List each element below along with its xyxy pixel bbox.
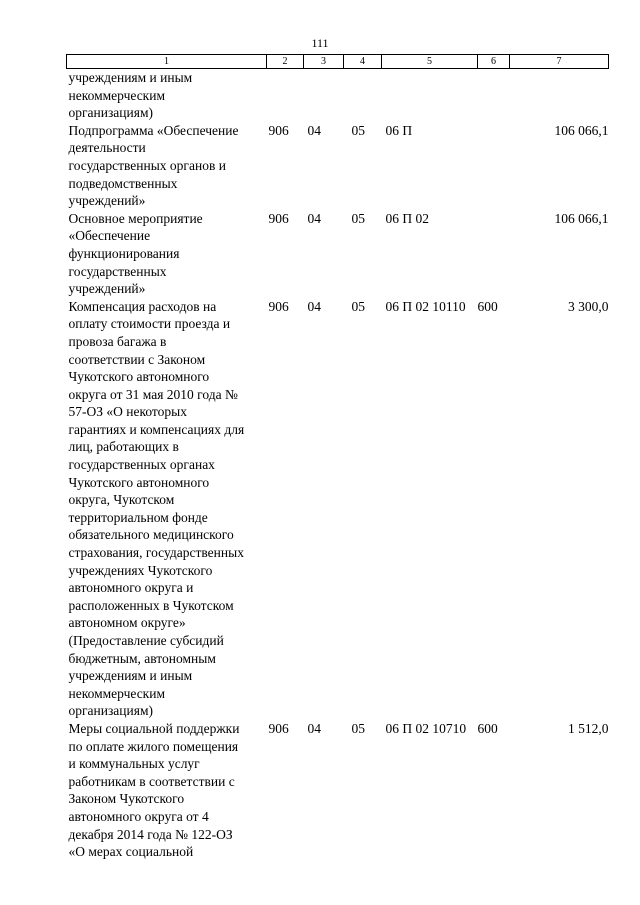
row-name-line: некоммерческим (68, 87, 166, 103)
row-name-line: оплату стоимости проезда и (68, 316, 231, 332)
row-grbs: 906 (268, 122, 289, 138)
row-name-line: Чукотского автономного (68, 369, 210, 385)
row-amount: 1 512,0 (568, 720, 609, 736)
row-name (67, 210, 267, 298)
row-name-line: работникам в соответствии с (68, 773, 235, 789)
row-section: 04 (307, 720, 321, 736)
row-name-line: некоммерческим (68, 685, 166, 701)
row-target-item (382, 69, 478, 122)
row-target-item: 06 П 02 10110 (385, 298, 466, 314)
table-header (67, 55, 609, 69)
column-header-4: 4 (344, 55, 382, 69)
row-name-line: расположенных в Чукотском (68, 597, 234, 613)
row-name-line: 57-ОЗ «О некоторых (68, 404, 187, 420)
row-name-line: учреждений» (68, 281, 146, 297)
row-name-line: и коммунальных услуг (68, 756, 200, 772)
row-name-line: государственных (68, 263, 167, 279)
row-name-line: Законом Чукотского (68, 791, 185, 807)
row-section (304, 69, 344, 122)
row-subsection: 05 (351, 210, 365, 226)
row-name-line: учреждениям и иным (68, 668, 193, 684)
row-name-line: (Предоставление субсидий (68, 633, 224, 648)
row-name-line: автономного округа и (68, 580, 194, 596)
row-name-line: организациям) (68, 703, 154, 719)
row-expense-type: 600 (477, 720, 498, 736)
row-name-line: учреждениях Чукотского (68, 562, 213, 578)
row-subsection: 05 (351, 298, 365, 314)
table-row (67, 298, 609, 720)
row-name (67, 298, 267, 720)
row-expense-type (478, 210, 510, 298)
row-name-line: обязательного медицинского (68, 527, 234, 543)
row-subsection: 05 (351, 122, 365, 138)
row-name-line: «Обеспечение (68, 228, 151, 244)
row-grbs: 906 (268, 298, 289, 314)
column-header-6: 6 (478, 55, 510, 69)
header-row (67, 55, 609, 69)
row-name-line: организациям) (68, 105, 154, 121)
row-section: 04 (307, 210, 321, 226)
row-name-line: Меры социальной поддержки (68, 720, 240, 736)
row-name-line: Основное мероприятие (68, 210, 203, 226)
row-name (67, 122, 267, 210)
row-name-line: учреждений» (68, 193, 146, 209)
row-amount: 106 066,1 (554, 122, 609, 138)
row-name-line: Чукотского автономного (68, 474, 210, 490)
row-name (67, 69, 267, 122)
row-name-line: гарантиях и компенсациях для (68, 421, 245, 437)
row-expense-type: 600 (477, 298, 498, 314)
row-name-line: декабря 2014 года № 122-ОЗ (68, 826, 233, 842)
table-body (67, 69, 609, 861)
column-header-2: 2 (267, 55, 304, 69)
page-number: 111 (311, 36, 329, 50)
row-name-line: автономном округе» (68, 615, 186, 631)
row-amount (510, 69, 609, 122)
budget-table (66, 54, 609, 861)
row-name-line: Подпрограмма «Обеспечение (68, 122, 239, 138)
row-grbs: 906 (268, 720, 289, 736)
row-name-line: округа от 31 мая 2010 года № (68, 386, 238, 402)
row-target-item: 06 П 02 (385, 210, 429, 226)
row-grbs: 906 (268, 210, 289, 226)
table-row (67, 210, 609, 298)
row-name-line: государственных органов и (68, 157, 226, 173)
row-grbs (267, 69, 304, 122)
table-row (67, 720, 609, 861)
row-expense-type (478, 122, 510, 210)
row-subsection: 05 (351, 720, 365, 736)
row-name-line: провоза багажа в (68, 333, 167, 349)
row-name-line: бюджетным, автономным (68, 650, 216, 666)
row-name-line: «О мерах социальной (68, 844, 194, 860)
row-name-line: страхования, государственных (68, 545, 244, 561)
row-name (67, 720, 267, 861)
row-name-line: функционирования (68, 245, 180, 261)
row-target-item: 06 П 02 10710 (385, 720, 467, 736)
table-row (67, 122, 609, 210)
row-name-line: территориальном фонде (68, 509, 208, 525)
row-name-line: по оплате жилого помещения (68, 738, 239, 754)
column-header-3: 3 (304, 55, 344, 69)
column-header-5: 5 (382, 55, 478, 69)
row-name-line: подведомственных (68, 175, 178, 191)
row-name-line: учреждениям и иным (68, 70, 193, 85)
row-amount: 106 066,1 (554, 210, 609, 226)
row-section: 04 (307, 298, 321, 314)
row-amount: 3 300,0 (568, 298, 609, 314)
row-name-line: государственных органах (68, 457, 215, 473)
row-name-line: Компенсация расходов на (68, 298, 217, 314)
row-section: 04 (307, 122, 321, 138)
column-header-7: 7 (510, 55, 609, 69)
row-name-line: округа, Чукотском (68, 492, 175, 508)
table-row (67, 69, 609, 122)
row-name-line: деятельности (68, 140, 146, 156)
row-name-line: соответствии с Законом (68, 351, 206, 367)
row-name-line: лиц, работающих в (68, 439, 179, 455)
row-name-line: автономного округа от 4 (68, 808, 209, 824)
row-subsection (344, 69, 382, 122)
row-target-item: 06 П (385, 122, 413, 138)
row-expense-type (478, 69, 510, 122)
column-header-1: 1 (67, 55, 267, 69)
